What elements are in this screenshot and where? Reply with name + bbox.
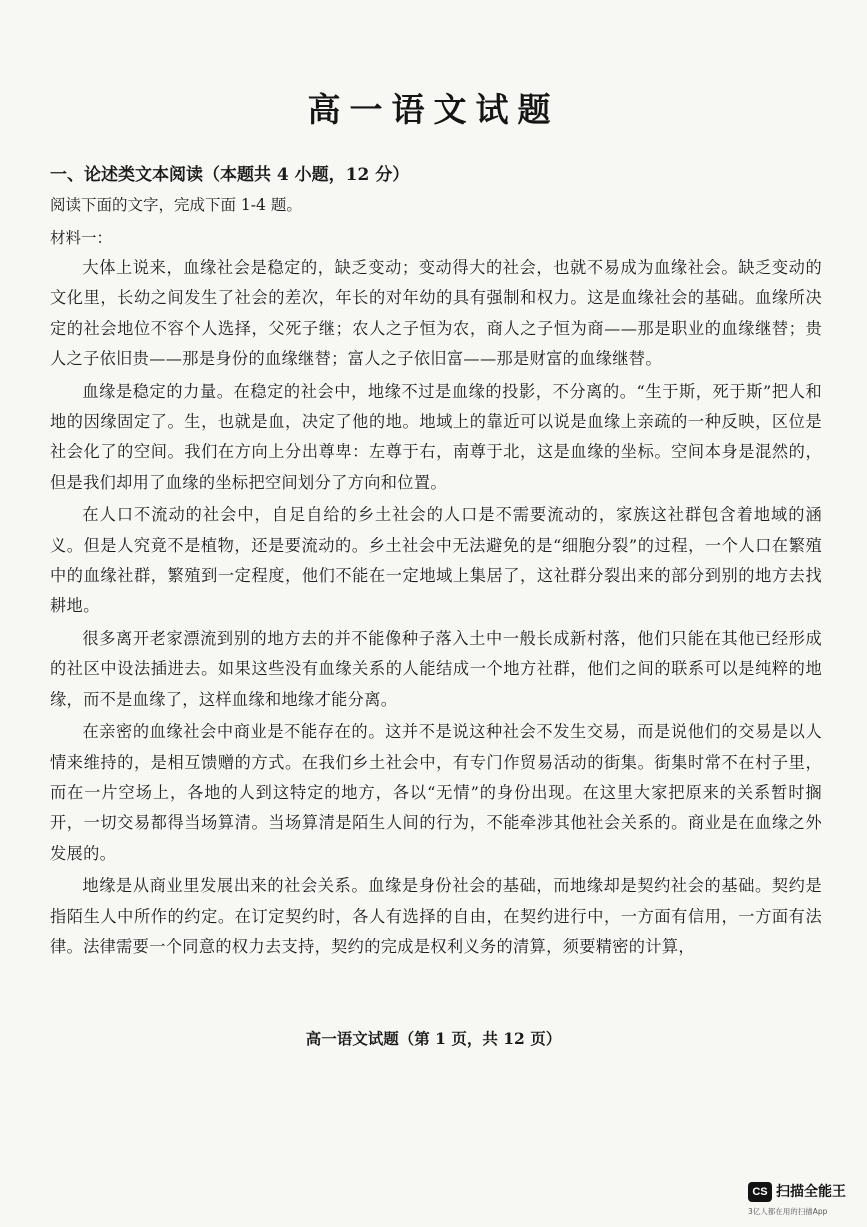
- reading-instruction: 阅读下面的文字，完成下面 1-4 题。: [50, 196, 302, 214]
- passage-body: [50, 253, 822, 965]
- passage-paragraph: 在人口不流动的社会中，自足自给的乡土社会的人口是不需要流动的，家族这社群包含着地域的涵义。但是人究竟不是植物，还是要流动的。乡土社会中无法避免的是“细胞分裂”的过程，一个人口在繁殖中的血缘社群，繁殖到一定程度，他们不能在一定地域上集居了，这社群分裂出来的部分到别的地方去找耕地。: [50, 505, 822, 616]
- page-footer: 高一语文试题（第 1 页，共 12 页）: [305, 1029, 562, 1048]
- scanner-slogan: 3亿人都在用的扫描App: [748, 1207, 828, 1216]
- passage-paragraph: 血缘是稳定的力量。在稳定的社会中，地缘不过是血缘的投影，不分离的。“生于斯，死于斯”把人和地的因缘固定了。生，也就是血，决定了他的地。地域上的靠近可以说是血缘上亲疏的一种反映，区位是社会化了的空间。我们在方向上分出尊卑：左尊于右，南尊于北，这是血缘的坐标。空间本身是混然的，但是我们却用了血缘的坐标把空间划分了方向和位置。: [50, 381, 822, 492]
- page-title: 高一语文试题: [307, 90, 560, 129]
- camscanner-icon: CS: [748, 1182, 772, 1202]
- material-label: 材料一：: [50, 229, 113, 247]
- scanner-watermark: [748, 1177, 858, 1219]
- passage-paragraph: 在亲密的血缘社会中商业是不能存在的。这并不是说这种社会不发生交易，而是说他们的交易是以人情来维持的，是相互馈赠的方式。在我们乡土社会中，有专门作贸易活动的街集。街集时常不在村子里，而在一片空场上，各地的人到这特定的地方，各以“无情”的身份出现。在这里大家把原来的关系暂时搁开，一切交易都得当场算清。当场算清是陌生人间的行为，不能牵涉其他社会关系的。商业是在血缘之外发展的。: [50, 722, 822, 863]
- scanner-app-name: 扫描全能王: [776, 1184, 846, 1200]
- passage-paragraph: 很多离开老家漂流到别的地方去的并不能像种子落入土中一般长成新村落，他们只能在其他已经形成的社区中设法插进去。如果这些没有血缘关系的人能结成一个地方社群，他们之间的联系可以是纯粹的地缘，而不是血缘了，这样血缘和地缘才能分离。: [50, 629, 822, 709]
- section-heading: 一、论述类文本阅读（本题共 4 小题，12 分）: [50, 165, 410, 185]
- passage-paragraph: 地缘是从商业里发展出来的社会关系。血缘是身份社会的基础，而地缘却是契约社会的基础。契约是指陌生人中所作的约定。在订定契约时，各人有选择的自由，在契约进行中，一方面有信用，一方面有法律。法律需要一个同意的权力去支持，契约的完成是权利义务的清算，须要精密的计算，: [50, 876, 822, 957]
- passage-paragraph: 大体上说来，血缘社会是稳定的，缺乏变动；变动得大的社会，也就不易成为血缘社会。缺乏变动的文化里，长幼之间发生了社会的差次，年长的对年幼的具有强制和权力。这是血缘社会的基础。血缘所决定的社会地位不容个人选择，父死子继；农人之子恒为农，商人之子恒为商——那是职业的血缘继替；贵人之子依旧贵——那是身份的血缘继替；富人之子依旧富——那是财富的血缘继替。: [50, 258, 822, 368]
